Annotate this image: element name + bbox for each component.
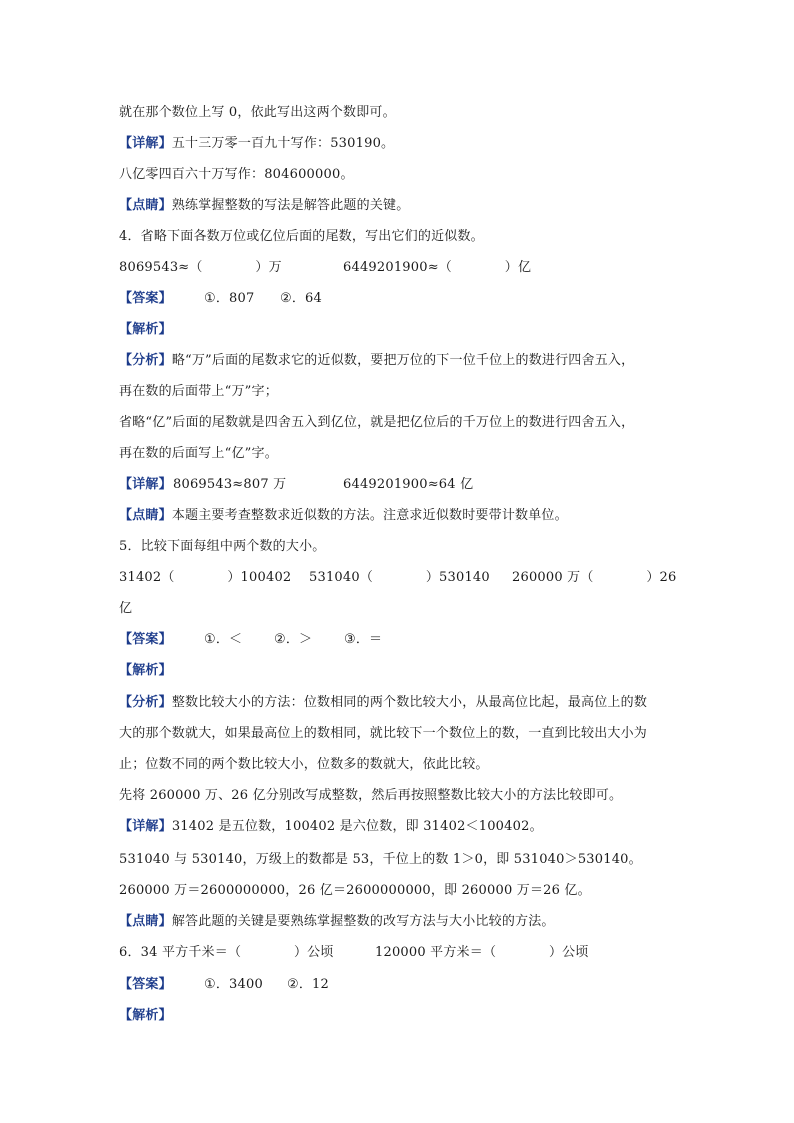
analysis-text: 再在数的后面写上“亿”字。 [119,446,278,461]
remark-tag: 【点睛】 [119,508,172,523]
answer-value: ②．＞ [274,632,313,647]
analysis-tag: 【解析】 [119,1008,172,1023]
detail-line [119,134,394,154]
detail-text: 8069543≈807 万 [173,477,287,492]
remark-tag: 【点睛】 [119,914,172,929]
question-5 [119,537,325,557]
answer-value: ①．3400 [204,977,263,992]
answer-line [119,630,679,650]
text-line [119,881,591,901]
analysis-text: 再在数的后面带上“万”字； [119,384,278,399]
answer-line [119,289,679,309]
remark-text: 本题主要考查整数求近似数的方法。注意求近似数时要带计数单位。 [171,508,568,523]
question-text: 6．34 平方千米＝（ ）公顷 [119,945,334,960]
analysis-heading [119,320,172,340]
question-4-blanks [119,258,679,278]
question-6 [119,943,679,963]
analysis-heading [119,1006,172,1026]
blank-expression: 8069543≈（ ）万 [119,260,282,275]
paragraph-text: 八亿零四百六十万写作：804600000。 [119,167,354,182]
analysis-sub-tag: 【分析】 [119,695,172,710]
text-line [119,755,489,775]
answer-value: ①．807 [204,291,255,306]
analysis-tag: 【解析】 [119,663,172,678]
analysis-tag: 【解析】 [119,322,172,337]
text-line [119,599,132,619]
paragraph-text: 就在那个数位上写 0，依此写出这两个数即可。 [119,105,396,120]
answer-value: ①．＜ [204,632,243,647]
detail-text: 260000 万＝2600000000，26 亿＝2600000000，即 260000 万＝26 亿。 [119,883,591,898]
answer-tag: 【答案】 [119,632,172,647]
analysis-text: 整数比较大小的方法：位数相同的两个数比较大小，从最高位比起，最高位上的数 [171,695,648,710]
analysis-text: 止；位数不同的两个数比较大小，位数多的数就大，依此比较。 [119,757,489,772]
blank-expression: 531040（ ）530140 [309,570,490,585]
remark-line [119,912,555,932]
answer-value: ②．12 [287,977,329,992]
detail-text: 五十三万零一百九十写作：530190。 [171,136,395,151]
text-line [119,413,634,433]
text-line [119,850,642,870]
remark-line [119,196,409,216]
answer-tag: 【答案】 [119,291,172,306]
answer-tag: 【答案】 [119,977,172,992]
question-5-blanks [119,568,679,588]
analysis-text: 省略“亿”后面的尾数就是四舍五入到亿位，就是把亿位后的千万位上的数进行四舍五入， [119,415,635,430]
analysis-sub-tag: 【分析】 [119,353,172,368]
detail-line [119,817,543,837]
detail-text: 31402 是五位数，100402 是六位数，即 31402＜100402。 [171,819,543,834]
remark-text: 熟练掌握整数的写法是解答此题的关键。 [171,198,410,213]
blank-expression: 31402（ ）100402 [119,570,292,585]
analysis-heading [119,661,172,681]
remark-line [119,506,568,526]
analysis-text: 略“万”后面的尾数求它的近似数，要把万位的下一位千位上的数进行四舍五入， [171,353,635,368]
blank-expression: 260000 万（ ）26 [512,570,677,585]
detail-text: 6449201900≈64 亿 [343,477,474,492]
question-text: 120000 平方米＝（ ）公顷 [375,945,589,960]
detail-tag: 【详解】 [119,477,172,492]
text-line [119,165,354,185]
analysis-text: 先将 260000 万、26 亿分别改写成整数，然后再按照整数比较大小的方法比较即可。 [119,788,623,803]
analysis-line [119,693,647,713]
detail-line [119,475,679,495]
analysis-line [119,351,634,371]
answer-value: ③．＝ [344,632,383,647]
question-text: 4．省略下面各数万位或亿位后面的尾数，写出它们的近似数。 [119,229,484,244]
text-line [119,103,396,123]
text-line [119,786,622,806]
text-line [119,724,647,744]
remark-tag: 【点睛】 [119,198,172,213]
question-text: 5．比较下面每组中两个数的大小。 [119,539,326,554]
detail-text: 531040 与 530140，万级上的数都是 53，千位上的数 1＞0，即 531040＞530140。 [119,852,642,867]
remark-text: 解答此题的关键是要熟练掌握整数的改写方法与大小比较的方法。 [171,914,555,929]
blank-expression-tail: 亿 [119,601,133,616]
blank-expression: 6449201900≈（ ）亿 [343,260,532,275]
detail-tag: 【详解】 [119,819,172,834]
text-line [119,382,278,402]
analysis-text: 大的那个数就大，如果最高位上的数相同，就比较下一个数位上的数，一直到比较出大小为 [119,726,648,741]
detail-tag: 【详解】 [119,136,172,151]
answer-line [119,975,679,995]
answer-value: ②．64 [280,291,322,306]
text-line [119,444,278,464]
question-4 [119,227,484,247]
